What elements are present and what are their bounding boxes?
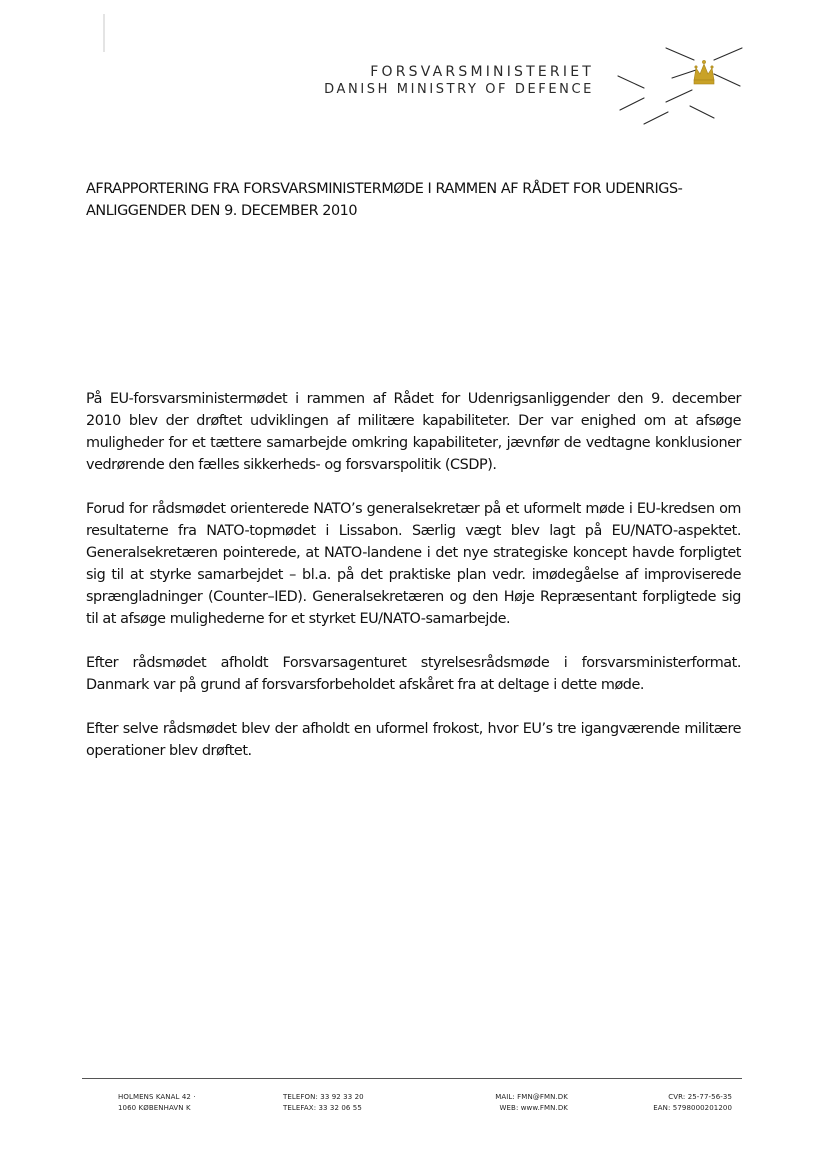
ministry-name-english: DANISH MINISTRY OF DEFENCE — [324, 82, 594, 97]
paragraph: Efter rådsmødet afholdt Forsvarsagenturet styrelsesrådsmøde i forsvarsministerformat. Danmark var på grund af forsvarsforbeholdet afskåret fra at deltage i dette møde. — [86, 655, 741, 693]
paragraph: Forud for rådsmødet orienterede NATO’s generalsekretær på et uformelt møde i EU-kredsen om resultaterne fra NATO-topmødet i Lissabon. Særlig vægt blev lagt på EU/NATO-aspektet. Generalsekretæren pointerede, at NATO-landene i det nye strategiske koncept havde forpligtet sig til at styrke samarbejdet – bl.a. på det praktiske plan vedr. imødegåelse af improviserede sprængladninger (Counter–IED). Generalsekretæren og den Høje Repræsentant forpligtede sig til at afsøge mulighederne for et styrket EU/NATO-samarbejde. — [86, 501, 741, 627]
footer-cvr: CVR: 25-77-56-35 — [668, 1093, 732, 1101]
footer-telephone: TELEFON: 33 92 33 20 — [283, 1093, 364, 1101]
paragraph: På EU-forsvarsministermødet i rammen af Rådet for Udenrigsanliggender den 9. december 2010 blev der drøftet udviklingen af militære kapabiliteter. Der var enighed om at afsøge muligheder for et tættere samarbejde omkring kapabiliteter, jævnfør de vedtagne konklusioner vedrørende den fælles sikkerheds- og forsvarspolitik (CSDP). — [86, 391, 741, 473]
footer-address-city: 1060 KØBENHAVN K — [118, 1104, 191, 1112]
document-body — [86, 388, 741, 784]
footer-ean: EAN: 5798000201200 — [653, 1104, 732, 1112]
document-title: AFRAPPORTERING FRA FORSVARSMINISTERMØDE I RAMMEN AF RÅDET FOR UDENRIGS-ANLIGGENDER DEN 9. DECEMBER 2010 — [86, 181, 683, 219]
scan-artifact — [103, 14, 105, 52]
crown-emblem-icon — [610, 40, 750, 130]
footer-address-street: HOLMENS KANAL 42 · — [118, 1093, 196, 1101]
footer-mail-link[interactable]: MAIL: FMN@FMN.DK — [495, 1093, 568, 1101]
footer-contact — [478, 1092, 568, 1114]
footer-divider — [82, 1078, 742, 1079]
footer-registration — [640, 1092, 732, 1114]
footer-phone — [283, 1092, 364, 1114]
ministry-name-danish: FORSVARSMINISTERIET — [370, 64, 594, 80]
footer-telefax: TELEFAX: 33 32 06 55 — [283, 1104, 362, 1112]
paragraph: Efter selve rådsmødet blev der afholdt en uformel frokost, hvor EU’s tre igangværende militære operationer blev drøftet. — [86, 721, 741, 759]
footer-web-link[interactable]: WEB: www.FMN.DK — [499, 1104, 568, 1112]
footer-address — [118, 1092, 196, 1114]
letterhead — [0, 0, 826, 140]
